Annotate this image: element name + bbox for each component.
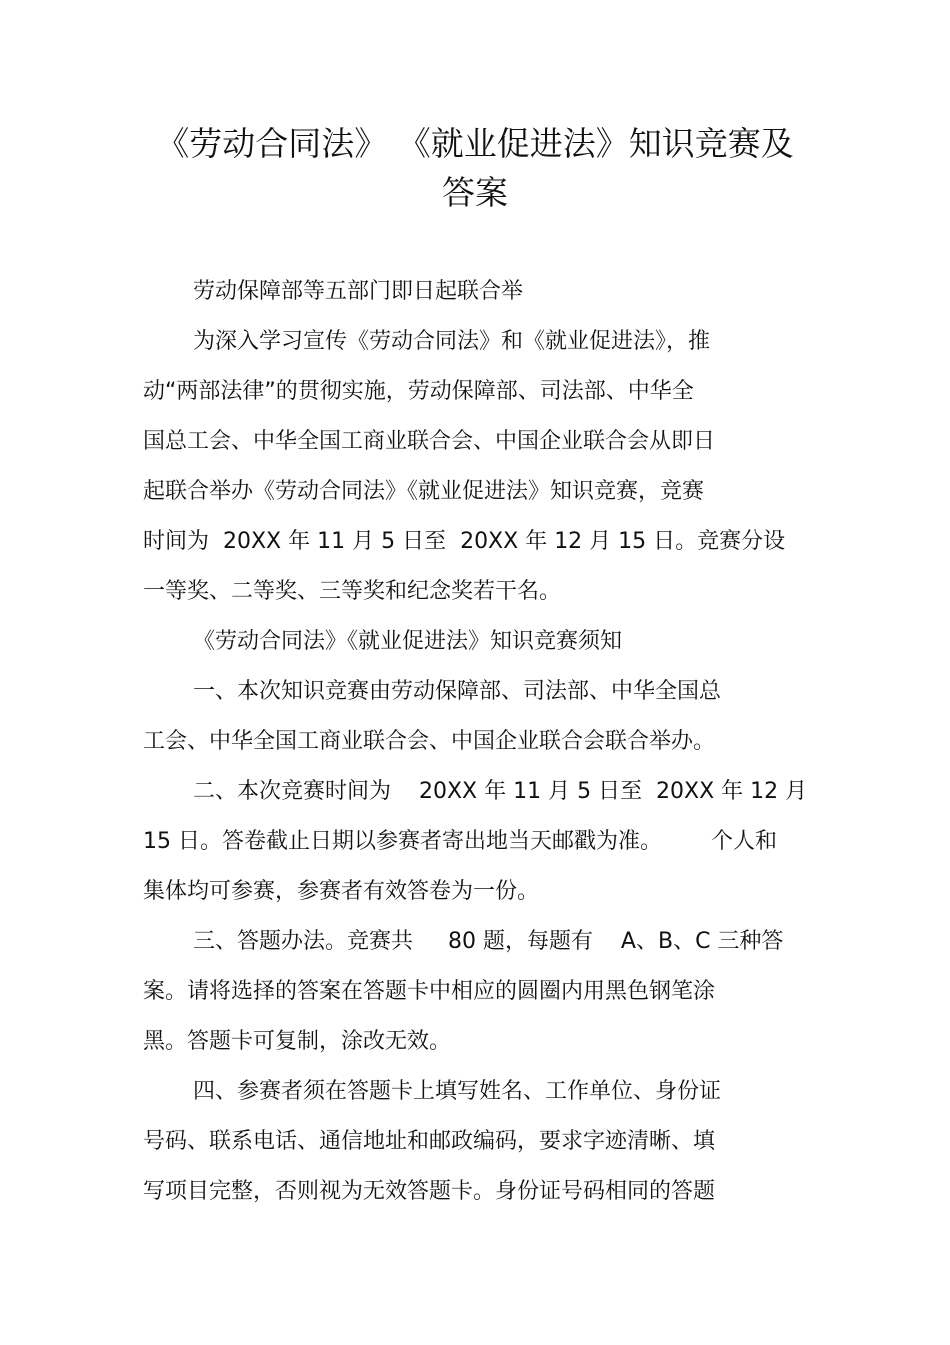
paragraph-line: 写项目完整，否则视为无效答题卡。身份证号码相同的答题 — [143, 1179, 716, 1204]
paragraph-line: 案。请将选择的答案在答题卡中相应的圆圈内用黑色钢笔涂 — [143, 979, 716, 1004]
paragraph-line: 黑。答题卡可复制，涂改无效。 — [143, 1029, 452, 1054]
paragraph-line: 国总工会、中华全国工商业联合会、中国企业联合会从即日 — [143, 429, 716, 454]
paragraph-line: 劳动保障部等五部门即日起联合举 — [193, 279, 524, 304]
paragraph-line: 二、本次竞赛时间为 20XX 年 11 月 5 日至 20XX 年 12 月 — [193, 779, 808, 804]
section-heading: 《劳动合同法》《就业促进法》知识竞赛须知 — [193, 629, 623, 654]
paragraph-line: 四、参赛者须在答题卡上填写姓名、工作单位、身份证 — [193, 1079, 722, 1104]
paragraph-line: 动“两部法律”的贯彻实施，劳动保障部、司法部、中华全 — [143, 379, 694, 404]
paragraph-line: 15 日。答卷截止日期以参赛者寄出地当天邮戳为准。 个人和 — [143, 829, 777, 854]
paragraph-line: 为深入学习宣传《劳动合同法》和《就业促进法》，推 — [193, 329, 711, 354]
paragraph-line: 一、本次知识竞赛由劳动保障部、司法部、中华全国总 — [193, 679, 722, 704]
paragraph-line: 起联合举办《劳动合同法》《就业促进法》知识竞赛，竞赛 — [143, 479, 705, 504]
document-title-line-1: 《劳动合同法》 《就业促进法》知识竞赛及 — [156, 124, 794, 163]
paragraph-line: 集体均可参赛，参赛者有效答卷为一份。 — [143, 879, 540, 904]
paragraph-line: 号码、联系电话、通信地址和邮政编码，要求字迹清晰、填 — [143, 1129, 716, 1154]
paragraph-line: 工会、中华全国工商业联合会、中国企业联合会联合举办。 — [143, 729, 716, 754]
paragraph-line: 一等奖、二等奖、三等奖和纪念奖若干名。 — [143, 579, 562, 604]
paragraph-line: 时间为 20XX 年 11 月 5 日至 20XX 年 12 月 15 日。竞赛分设 — [143, 529, 786, 554]
document-title-line-2: 答案 — [442, 173, 508, 212]
paragraph-line: 三、答题办法。竞赛共 80 题，每题有 A、B、C 三种答 — [193, 929, 784, 954]
